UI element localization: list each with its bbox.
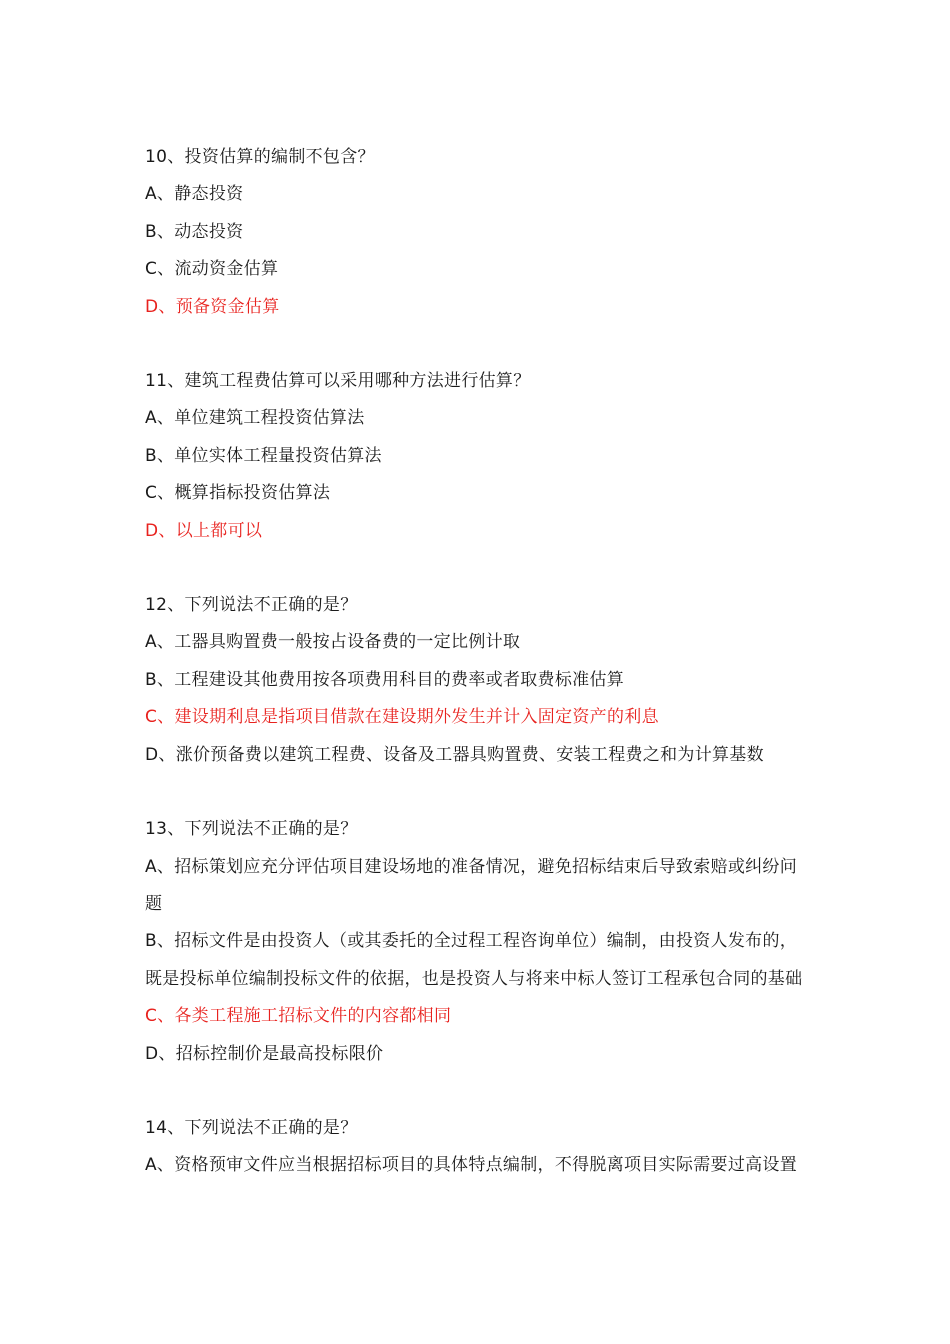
question-stem: 13、下列说法不正确的是？ [145, 819, 358, 840]
option-b-continuation: 既是投标单位编制投标文件的依据，也是投资人与将来中标人签订工程承包合同的基础 [145, 968, 803, 989]
question-12 [145, 587, 870, 774]
option-c: C、概算指标投资估算法 [145, 483, 331, 504]
question-stem: 12、下列说法不正确的是？ [145, 595, 358, 616]
question-stem: 10、投资估算的编制不包含？ [145, 147, 375, 167]
option-b: B、工程建设其他费用按各项费用科目的费率或者取费标准估算 [145, 669, 625, 690]
option-c-correct-answer: C、建设期利息是指项目借款在建设期外发生并计入固定资产的利息 [145, 707, 659, 728]
question-list [145, 139, 870, 1185]
option-c-correct-answer: C、各类工程施工招标文件的内容都相同 [145, 1006, 452, 1027]
option-d-correct-answer: D、预备资金估算 [145, 296, 280, 317]
option-a: A、单位建筑工程投资估算法 [145, 408, 365, 429]
option-d: D、涨价预备费以建筑工程费、设备及工器具购置费、安装工程费之和为计算基数 [145, 744, 764, 765]
option-b: B、单位实体工程量投资估算法 [145, 445, 382, 466]
question-stem: 14、下列说法不正确的是？ [145, 1117, 358, 1138]
question-stem: 11、建筑工程费估算可以采用哪种方法进行估算？ [145, 371, 531, 392]
option-c: C、流动资金估算 [145, 259, 279, 280]
option-d: D、招标控制价是最高投标限价 [145, 1043, 384, 1064]
option-d-correct-answer: D、以上都可以 [145, 520, 263, 541]
option-a: A、静态投资 [145, 184, 244, 205]
question-10 [145, 139, 870, 326]
option-a: A、工器具购置费一般按占设备费的一定比例计取 [145, 632, 521, 653]
option-a: A、资格预审文件应当根据招标项目的具体特点编制，不得脱离项目实际需要过高设置 [145, 1155, 798, 1176]
option-b: B、招标文件是由投资人（或其委托的全过程工程咨询单位）编制，由投资人发布的， [145, 931, 798, 952]
question-11 [145, 363, 870, 550]
question-14 [145, 1110, 870, 1185]
option-a-continuation: 题 [145, 893, 163, 914]
question-13 [145, 811, 870, 1073]
option-a: A、招标策划应充分评估项目建设场地的准备情况，避免招标结束后导致索赔或纠纷问 [145, 856, 798, 877]
option-b: B、动态投资 [145, 221, 244, 242]
